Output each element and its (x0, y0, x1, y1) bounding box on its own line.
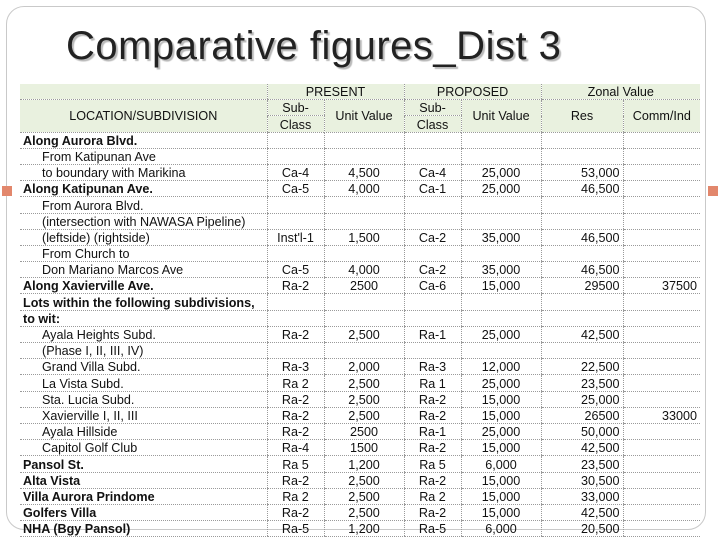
location-cell: Along Katipunan Ave. (20, 181, 267, 197)
table-row (20, 294, 700, 310)
zonal-comm-cell (623, 229, 700, 245)
proposed-unit-value-cell: 35,000 (461, 262, 541, 278)
proposed-unit-value-cell: 15,000 (461, 488, 541, 504)
location-cell: Capitol Golf Club (20, 440, 267, 456)
proposed-subclass-cell: Ra-2 (404, 407, 461, 423)
left-edge-marker (2, 186, 12, 196)
zonal-comm-cell (623, 310, 700, 326)
location-cell: Golfers Villa (20, 504, 267, 520)
proposed-subclass-cell: Ca-2 (404, 229, 461, 245)
zonal-comm-cell (623, 343, 700, 359)
present-subclass-cell (267, 294, 324, 310)
proposed-unit-value-cell: 25,000 (461, 164, 541, 180)
proposed-unit-value-cell: 35,000 (461, 229, 541, 245)
zonal-comm-cell (623, 488, 700, 504)
table-row (20, 359, 700, 375)
header-comm-ind: Comm/Ind (623, 100, 700, 132)
present-subclass-cell: Ra-2 (267, 326, 324, 342)
proposed-unit-value-cell (461, 310, 541, 326)
present-unit-value-cell: 2,500 (324, 391, 404, 407)
table-row (20, 148, 700, 164)
location-cell: Lots within the following subdivisions, (20, 294, 267, 310)
present-unit-value-cell: 4,000 (324, 262, 404, 278)
zonal-res-cell (541, 245, 623, 261)
table-row (20, 181, 700, 197)
table-row (20, 278, 700, 294)
present-subclass-cell: Ra-2 (267, 472, 324, 488)
header-proposed-subclass-a: Sub- (404, 100, 461, 116)
location-cell: (Phase I, II, III, IV) (20, 343, 267, 359)
zonal-res-cell: 42,500 (541, 326, 623, 342)
zonal-res-cell: 23,500 (541, 375, 623, 391)
location-cell: Alta Vista (20, 472, 267, 488)
zonal-comm-cell (623, 375, 700, 391)
zonal-comm-cell (623, 504, 700, 520)
zonal-res-cell: 26500 (541, 407, 623, 423)
present-unit-value-cell (324, 213, 404, 229)
zonal-comm-cell (623, 245, 700, 261)
present-unit-value-cell: 1,500 (324, 229, 404, 245)
present-subclass-cell: Ra-4 (267, 440, 324, 456)
zonal-res-cell (541, 213, 623, 229)
location-cell: Along Xavierville Ave. (20, 278, 267, 294)
slide-title: Comparative figures_Dist 3 (66, 24, 562, 68)
zonal-res-cell: 20,500 (541, 521, 623, 537)
proposed-unit-value-cell: 15,000 (461, 472, 541, 488)
header-present-subclass-a: Sub- (267, 100, 324, 116)
present-unit-value-cell: 4,000 (324, 181, 404, 197)
zonal-comm-cell (623, 262, 700, 278)
zonal-comm-cell: 33000 (623, 407, 700, 423)
location-cell: (intersection with NAWASA Pipeline) (20, 213, 267, 229)
present-subclass-cell: Ra-5 (267, 521, 324, 537)
table-row (20, 423, 700, 439)
header-zonal-value: Zonal Value (541, 84, 700, 100)
proposed-subclass-cell: Ra 1 (404, 375, 461, 391)
present-unit-value-cell (324, 132, 404, 148)
header-present: PRESENT (267, 84, 404, 100)
present-unit-value-cell: 2,500 (324, 488, 404, 504)
zonal-comm-cell (623, 326, 700, 342)
zonal-res-cell: 33,000 (541, 488, 623, 504)
location-cell: Ayala Hillside (20, 423, 267, 439)
zonal-comm-cell (623, 294, 700, 310)
table-row (20, 229, 700, 245)
zonal-res-cell: 42,500 (541, 440, 623, 456)
location-cell: (leftside) (rightside) (20, 229, 267, 245)
proposed-subclass-cell (404, 310, 461, 326)
proposed-unit-value-cell (461, 343, 541, 359)
table-row (20, 326, 700, 342)
location-cell: to boundary with Marikina (20, 164, 267, 180)
zonal-res-cell: 23,500 (541, 456, 623, 472)
present-unit-value-cell (324, 245, 404, 261)
present-subclass-cell: Ra-2 (267, 391, 324, 407)
table-row (20, 440, 700, 456)
proposed-subclass-cell: Ra-5 (404, 521, 461, 537)
table-row (20, 504, 700, 520)
zonal-res-cell: 46,500 (541, 229, 623, 245)
proposed-unit-value-cell (461, 213, 541, 229)
present-unit-value-cell (324, 343, 404, 359)
present-subclass-cell: Ra-2 (267, 504, 324, 520)
present-unit-value-cell: 2500 (324, 278, 404, 294)
present-unit-value-cell: 1,200 (324, 521, 404, 537)
header-proposed: PROPOSED (404, 84, 541, 100)
zonal-comm-cell (623, 164, 700, 180)
location-cell: Sta. Lucia Subd. (20, 391, 267, 407)
table-row (20, 164, 700, 180)
zonal-res-cell (541, 343, 623, 359)
proposed-unit-value-cell: 6,000 (461, 456, 541, 472)
present-subclass-cell: Ra 2 (267, 488, 324, 504)
zonal-res-cell: 29500 (541, 278, 623, 294)
table-row (20, 407, 700, 423)
present-subclass-cell: Ra 2 (267, 375, 324, 391)
table-row (20, 310, 700, 326)
zonal-comm-cell (623, 359, 700, 375)
location-cell: Villa Aurora Prindome (20, 488, 267, 504)
present-subclass-cell: Ra-2 (267, 407, 324, 423)
table-row (20, 472, 700, 488)
proposed-unit-value-cell (461, 197, 541, 213)
zonal-comm-cell (623, 472, 700, 488)
zonal-comm-cell (623, 197, 700, 213)
proposed-unit-value-cell: 15,000 (461, 278, 541, 294)
zonal-comm-cell (623, 132, 700, 148)
header-present-unit-value: Unit Value (324, 100, 404, 132)
present-unit-value-cell: 1500 (324, 440, 404, 456)
proposed-subclass-cell: Ra-2 (404, 472, 461, 488)
present-unit-value-cell (324, 310, 404, 326)
zonal-comm-cell (623, 423, 700, 439)
proposed-subclass-cell: Ra 5 (404, 456, 461, 472)
table-row (20, 262, 700, 278)
zonal-comm-cell (623, 181, 700, 197)
proposed-subclass-cell: Ra-1 (404, 326, 461, 342)
zonal-res-cell: 53,000 (541, 164, 623, 180)
present-subclass-cell: Ra 5 (267, 456, 324, 472)
proposed-unit-value-cell (461, 245, 541, 261)
proposed-subclass-cell: Ca-2 (404, 262, 461, 278)
present-unit-value-cell: 2,500 (324, 504, 404, 520)
present-unit-value-cell (324, 197, 404, 213)
table-row (20, 391, 700, 407)
location-cell: Grand Villa Subd. (20, 359, 267, 375)
zonal-res-cell (541, 294, 623, 310)
present-unit-value-cell (324, 294, 404, 310)
zonal-res-cell: 46,500 (541, 181, 623, 197)
proposed-subclass-cell: Ra-2 (404, 440, 461, 456)
zonal-res-cell (541, 197, 623, 213)
present-subclass-cell (267, 197, 324, 213)
present-subclass-cell (267, 148, 324, 164)
present-subclass-cell (267, 310, 324, 326)
proposed-unit-value-cell: 15,000 (461, 504, 541, 520)
present-unit-value-cell: 4,500 (324, 164, 404, 180)
zonal-comm-cell (623, 456, 700, 472)
present-subclass-cell (267, 213, 324, 229)
table-row (20, 245, 700, 261)
location-cell: Pansol St. (20, 456, 267, 472)
zonal-res-cell: 50,000 (541, 423, 623, 439)
present-subclass-cell: Ca-4 (267, 164, 324, 180)
location-cell: Along Aurora Blvd. (20, 132, 267, 148)
comparative-figures-table (20, 84, 700, 537)
zonal-res-cell (541, 310, 623, 326)
proposed-unit-value-cell: 6,000 (461, 521, 541, 537)
location-cell: Ayala Heights Subd. (20, 326, 267, 342)
present-unit-value-cell: 2500 (324, 423, 404, 439)
zonal-res-cell: 25,000 (541, 391, 623, 407)
present-unit-value-cell: 2,500 (324, 375, 404, 391)
table-row (20, 132, 700, 148)
present-unit-value-cell: 2,500 (324, 472, 404, 488)
proposed-subclass-cell: Ra-3 (404, 359, 461, 375)
table-row (20, 521, 700, 537)
proposed-subclass-cell: Ra 2 (404, 488, 461, 504)
header-present-subclass-b: Class (267, 116, 324, 132)
right-edge-marker (708, 186, 718, 196)
proposed-unit-value-cell: 15,000 (461, 391, 541, 407)
zonal-comm-cell (623, 148, 700, 164)
present-subclass-cell (267, 343, 324, 359)
zonal-res-cell (541, 132, 623, 148)
proposed-subclass-cell (404, 294, 461, 310)
zonal-res-cell: 30,500 (541, 472, 623, 488)
proposed-unit-value-cell: 25,000 (461, 423, 541, 439)
present-unit-value-cell: 2,000 (324, 359, 404, 375)
header-proposed-subclass-b: Class (404, 116, 461, 132)
zonal-comm-cell (623, 440, 700, 456)
proposed-subclass-cell: Ra-1 (404, 423, 461, 439)
proposed-subclass-cell (404, 132, 461, 148)
location-cell: From Katipunan Ave (20, 148, 267, 164)
proposed-subclass-cell: Ra-2 (404, 391, 461, 407)
header-blank (20, 84, 267, 100)
present-subclass-cell: Inst'l-1 (267, 229, 324, 245)
proposed-subclass-cell (404, 213, 461, 229)
proposed-subclass-cell (404, 343, 461, 359)
proposed-subclass-cell: Ra-2 (404, 504, 461, 520)
zonal-res-cell: 22,500 (541, 359, 623, 375)
zonal-res-cell: 46,500 (541, 262, 623, 278)
zonal-comm-cell (623, 391, 700, 407)
location-cell: to wit: (20, 310, 267, 326)
present-unit-value-cell: 1,200 (324, 456, 404, 472)
proposed-unit-value-cell: 25,000 (461, 326, 541, 342)
present-unit-value-cell (324, 148, 404, 164)
header-location: LOCATION/SUBDIVISION (20, 100, 267, 132)
table-row (20, 375, 700, 391)
proposed-unit-value-cell: 15,000 (461, 440, 541, 456)
present-subclass-cell: Ca-5 (267, 262, 324, 278)
proposed-subclass-cell (404, 245, 461, 261)
proposed-unit-value-cell: 25,000 (461, 375, 541, 391)
proposed-unit-value-cell (461, 132, 541, 148)
header-row-sub (20, 100, 700, 116)
present-subclass-cell: Ra-3 (267, 359, 324, 375)
header-proposed-unit-value: Unit Value (461, 100, 541, 132)
proposed-subclass-cell (404, 148, 461, 164)
proposed-unit-value-cell: 25,000 (461, 181, 541, 197)
location-cell: Xavierville I, II, III (20, 407, 267, 423)
present-subclass-cell: Ca-5 (267, 181, 324, 197)
header-row-group (20, 84, 700, 100)
proposed-unit-value-cell: 15,000 (461, 407, 541, 423)
present-unit-value-cell: 2,500 (324, 407, 404, 423)
proposed-subclass-cell: Ca-6 (404, 278, 461, 294)
location-cell: From Church to (20, 245, 267, 261)
zonal-comm-cell (623, 521, 700, 537)
table-row (20, 343, 700, 359)
location-cell: From Aurora Blvd. (20, 197, 267, 213)
table-row (20, 197, 700, 213)
table-row (20, 488, 700, 504)
header-res: Res (541, 100, 623, 132)
zonal-comm-cell: 37500 (623, 278, 700, 294)
present-subclass-cell (267, 245, 324, 261)
proposed-subclass-cell (404, 197, 461, 213)
present-subclass-cell (267, 132, 324, 148)
location-cell: NHA (Bgy Pansol) (20, 521, 267, 537)
zonal-comm-cell (623, 213, 700, 229)
proposed-subclass-cell: Ca-1 (404, 181, 461, 197)
location-cell: La Vista Subd. (20, 375, 267, 391)
proposed-unit-value-cell: 12,000 (461, 359, 541, 375)
location-cell: Don Mariano Marcos Ave (20, 262, 267, 278)
table-row (20, 456, 700, 472)
table-row (20, 213, 700, 229)
zonal-res-cell: 42,500 (541, 504, 623, 520)
proposed-unit-value-cell (461, 294, 541, 310)
present-unit-value-cell: 2,500 (324, 326, 404, 342)
zonal-res-cell (541, 148, 623, 164)
present-subclass-cell: Ra-2 (267, 423, 324, 439)
proposed-unit-value-cell (461, 148, 541, 164)
proposed-subclass-cell: Ca-4 (404, 164, 461, 180)
present-subclass-cell: Ra-2 (267, 278, 324, 294)
